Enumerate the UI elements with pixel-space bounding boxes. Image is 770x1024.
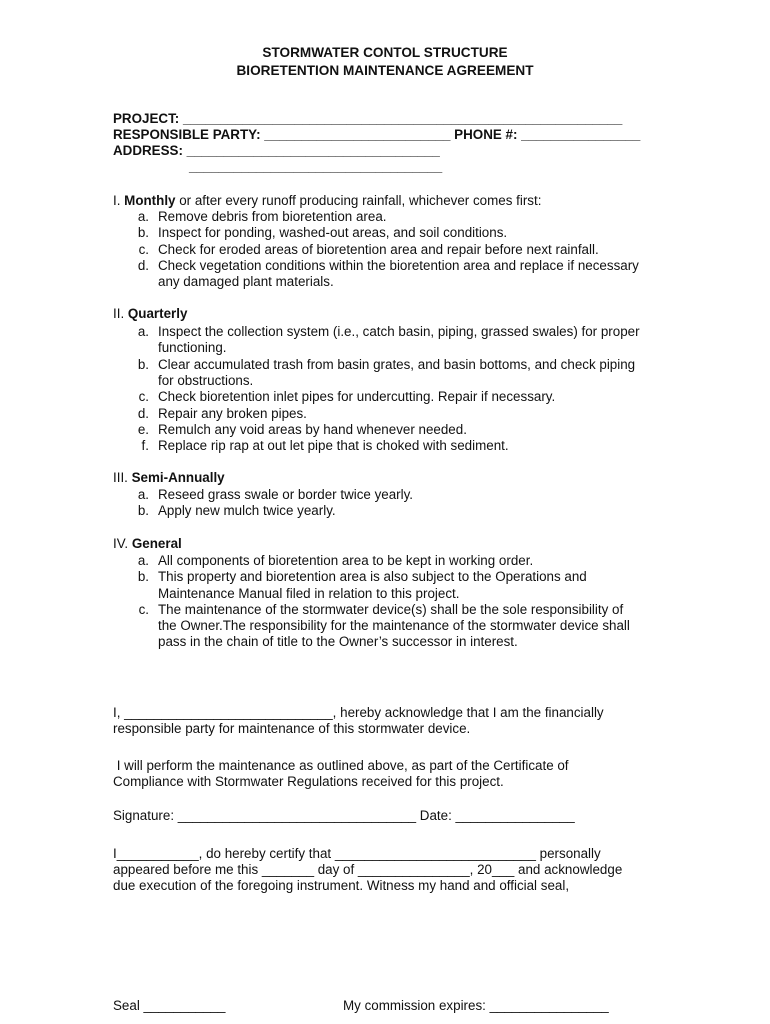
notary-line-3: due execution of the foregoing instrument. Witness my hand and official seal, xyxy=(113,878,570,893)
section-numeral: I. xyxy=(113,193,125,208)
notary-line-1[interactable]: I___________, do hereby certify that ___________________________ personally xyxy=(113,846,601,861)
signature-date-field[interactable]: Signature: ________________________________ Date: ________________ xyxy=(113,808,575,823)
document-title-line-1: STORMWATER CONTOL STRUCTURE xyxy=(262,45,508,60)
list-item-label: c. xyxy=(138,601,149,617)
list-item-label: c. xyxy=(138,389,149,405)
section-quarterly-heading xyxy=(113,306,187,322)
list-item-text: Repair any broken pipes. xyxy=(158,405,307,421)
list-item-text: Check bioretention inlet pipes for undercutting. Repair if necessary. xyxy=(158,389,556,405)
address-field[interactable]: ADDRESS: __________________________________ xyxy=(113,143,440,158)
list-item-text: Check for eroded areas of bioretention area and repair before next rainfall. xyxy=(158,241,599,257)
section-title: Monthly xyxy=(124,193,176,208)
list-item-label: a. xyxy=(137,487,149,502)
list-item-label: d. xyxy=(137,405,149,421)
list-item-text: the Owner.The responsibility for the maintenance of the stormwater device shall xyxy=(158,618,630,634)
acknowledgement-line-2: responsible party for maintenance of this stormwater device. xyxy=(113,721,471,736)
section-monthly-heading xyxy=(113,193,541,209)
section-title: Semi-Annually xyxy=(131,470,225,485)
section-semi-annually-heading xyxy=(113,470,225,486)
list-item-label: b. xyxy=(137,569,149,585)
perform-statement-line-2: Compliance with Stormwater Regulations received for this project. xyxy=(113,774,504,789)
list-item-text: Clear accumulated trash from basin grates, and basin bottoms, and check piping xyxy=(158,356,636,372)
list-item-label: e. xyxy=(137,421,149,437)
commission-expires-field[interactable]: My commission expires: ________________ xyxy=(343,998,609,1013)
list-item-label: d. xyxy=(137,257,149,273)
perform-statement-line-1: I will perform the maintenance as outlined above, as part of the Certificate of xyxy=(113,758,569,773)
section-numeral: IV. xyxy=(113,536,132,551)
list-item-label: b. xyxy=(137,503,149,519)
list-item-text: any damaged plant materials. xyxy=(158,274,334,290)
list-item-text: pass in the chain of title to the Owner’s successor in interest. xyxy=(158,634,518,650)
list-item-text: Remove debris from bioretention area. xyxy=(158,209,387,224)
list-item-text: Inspect for ponding, washed-out areas, and soil conditions. xyxy=(158,225,508,241)
list-item-text: Apply new mulch twice yearly. xyxy=(158,503,336,519)
list-item-text: for obstructions. xyxy=(158,372,254,388)
list-item-text: Remulch any void areas by hand whenever needed. xyxy=(158,421,467,437)
list-item-label: b. xyxy=(137,356,149,372)
project-field[interactable]: PROJECT: ___________________________________________________________ xyxy=(113,111,623,126)
responsible-party-phone-field[interactable]: RESPONSIBLE PARTY: _________________________ PHONE #: ________________ xyxy=(113,127,641,142)
list-item-text: Check vegetation conditions within the bioretention area and replace if necessary xyxy=(158,257,639,273)
list-item-text: functioning. xyxy=(158,340,227,356)
section-title: General xyxy=(131,536,182,551)
acknowledgement-line-1[interactable]: I, ____________________________, hereby acknowledge that I am the financially xyxy=(113,705,604,720)
list-item-label: a. xyxy=(137,324,149,339)
notary-line-2[interactable]: appeared before me this _______ day of _______________, 20___ and acknowledge xyxy=(113,862,623,877)
section-subtitle: or after every runoff producing rainfall, whichever comes first: xyxy=(175,193,542,208)
list-item-label: a. xyxy=(137,209,149,224)
list-item-text: Inspect the collection system (i.e., catch basin, piping, grassed swales) for proper xyxy=(158,324,640,339)
list-item-text: Replace rip rap at out let pipe that is choked with sediment. xyxy=(158,438,509,454)
list-item-text: Reseed grass swale or border twice yearly. xyxy=(158,487,414,502)
section-general-heading xyxy=(113,536,182,552)
section-title: Quarterly xyxy=(127,306,188,321)
list-item-label: a. xyxy=(137,553,149,568)
list-item-label: f. xyxy=(141,438,149,454)
list-item-text: The maintenance of the stormwater device(s) shall be the sole responsibility of xyxy=(158,601,624,617)
address-field-line-2[interactable]: __________________________________ xyxy=(189,159,443,174)
list-item-text: All components of bioretention area to be kept in working order. xyxy=(158,553,534,568)
list-item-text: Maintenance Manual filed in relation to this project. xyxy=(158,585,460,601)
section-numeral: III. xyxy=(113,470,132,485)
list-item-text: This property and bioretention area is also subject to the Operations and xyxy=(158,569,587,585)
list-item-label: c. xyxy=(138,241,149,257)
document-title-line-2: BIORETENTION MAINTENANCE AGREEMENT xyxy=(236,63,534,78)
section-numeral: II. xyxy=(113,306,128,321)
seal-field[interactable]: Seal ___________ xyxy=(113,998,226,1013)
list-item-label: b. xyxy=(137,225,149,241)
